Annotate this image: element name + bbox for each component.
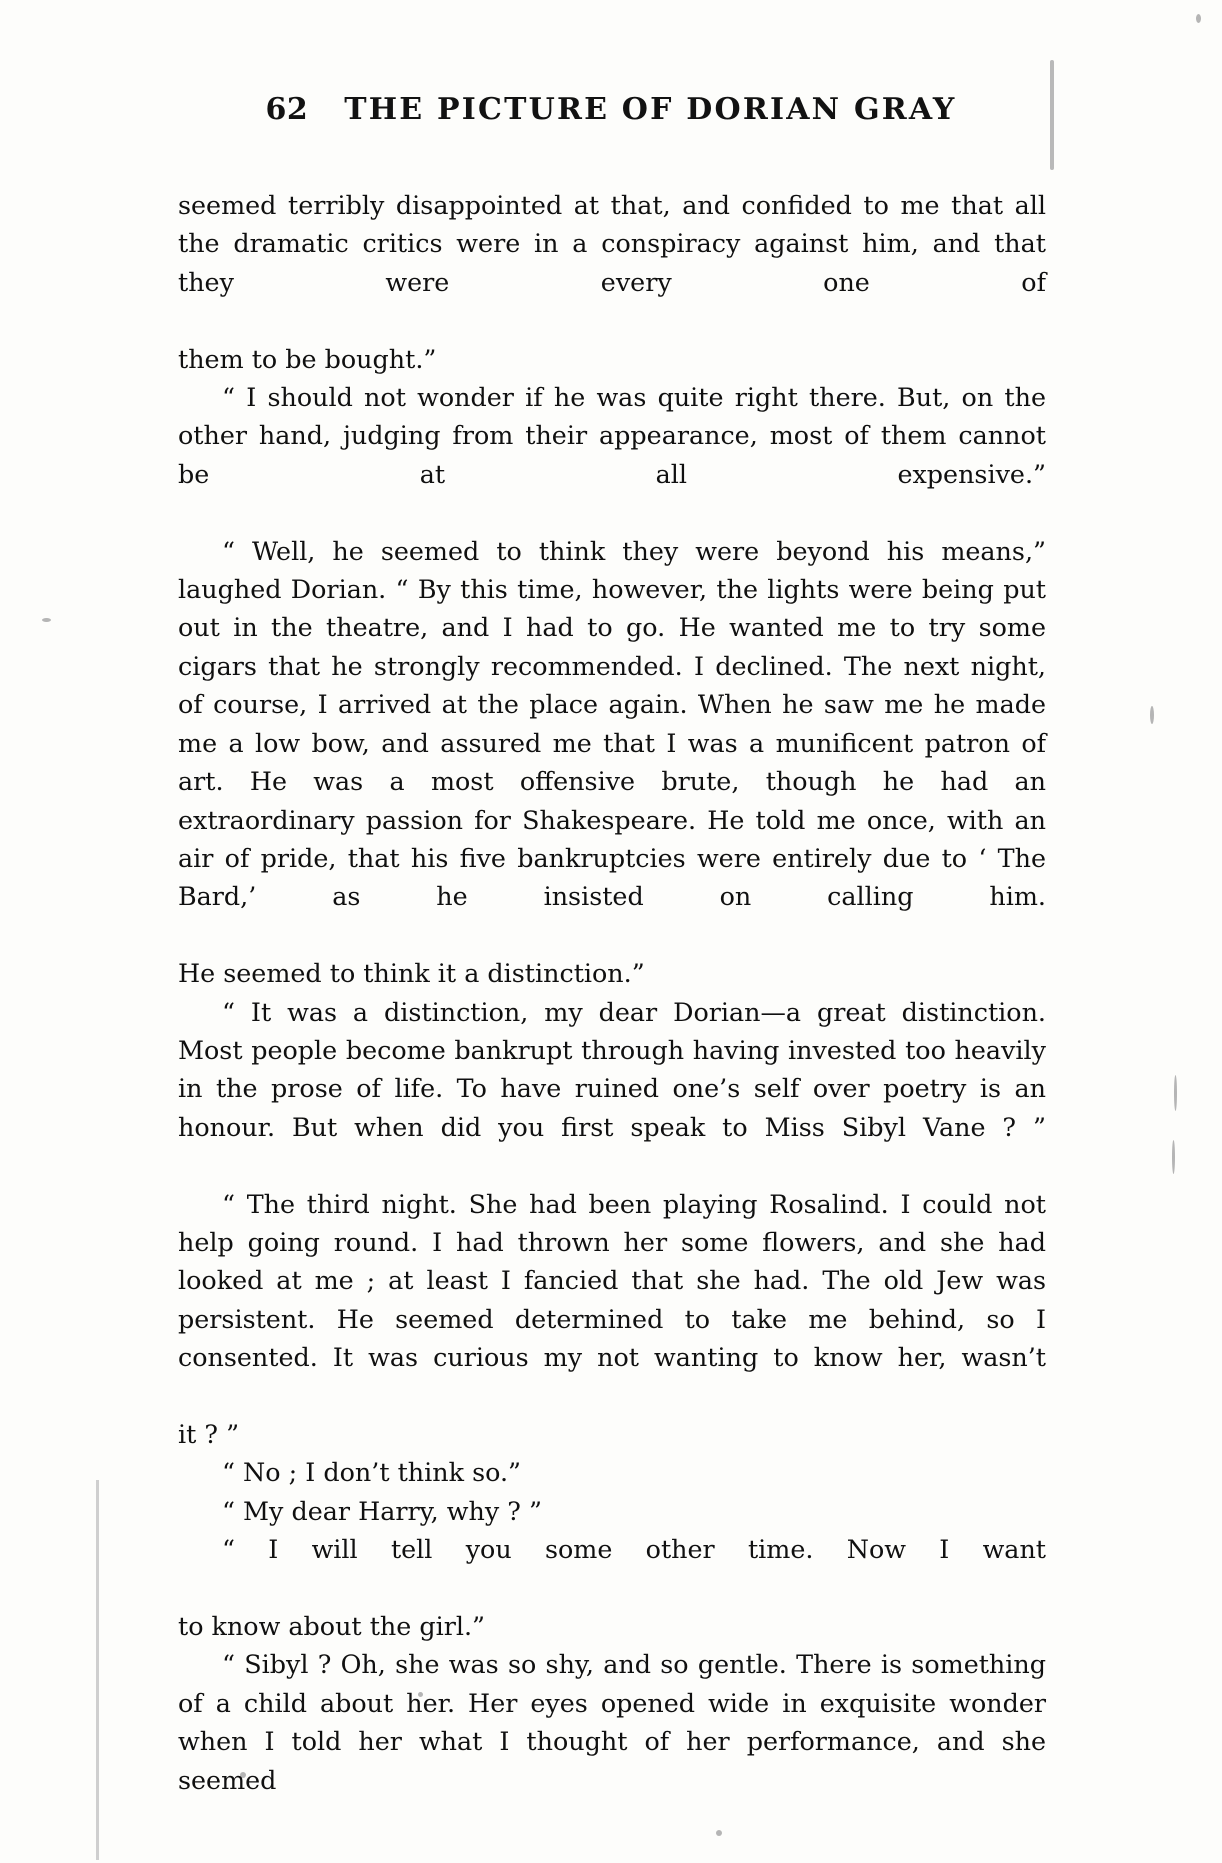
scan-speck (42, 618, 51, 622)
paragraph: “ Sibyl ? Oh, she was so shy, and so gentle. There is something of a child about her. Her eyes opened wide in exquisite wonder when I told her what I thought of her performance, and she seemed (178, 1649, 1046, 1795)
scan-speck (1150, 706, 1154, 724)
paragraph: them to be bought.” (178, 343, 437, 374)
paragraph: “ The third night. She had been playing Rosalind. I could not help going round. I had thrown her some flowers, and she had looked at me ; at least I fancied that she had. The old Jew was persistent. He seemed determined to take me behind, so I consented. It was curious my not wanting to know her, wasn’t (178, 1188, 1046, 1373)
scan-speck (1196, 14, 1201, 23)
scan-speck (1174, 1075, 1177, 1111)
scan-speck (1172, 1140, 1175, 1174)
page-header (0, 92, 1222, 127)
running-title: THE PICTURE OF DORIAN GRAY (344, 92, 957, 127)
paragraph: He seemed to think it a distinction.” (178, 958, 645, 989)
paragraph: to know about the girl.” (178, 1611, 486, 1642)
paragraph: “ Well, he seemed to think they were beyond his means,” laughed Dorian. “ By this time, however, the lights were being put out in the theatre, and I had to go. He wanted me to try some cigars that he strongly recommended. I declined. The next night, of course, I arrived at the place again. When he saw me he made me a low bow, and assured me that I was a munificent patron of art. He was a most offensive brute, though he had an extraordinary passion for Shakespeare. He told me once, with an air of pride, that his five bankruptcies were entirely due to ‘ The Bard,’ as he insisted on calling him. (178, 535, 1046, 912)
paragraph: “ No ; I don’t think so.” (222, 1457, 521, 1488)
paragraph: it ? ” (178, 1419, 240, 1449)
paragraph: seemed terribly disappointed at that, and confided to me that all the dramatic critics were in a conspiracy against him, and that they were every one of (178, 190, 1046, 297)
paragraph: “ I will tell you some other time. Now I want (222, 1534, 1046, 1565)
paragraph: “ I should not wonder if he was quite right there. But, on the other hand, judging from their appearance, most of them cannot be at all expensive.” (178, 382, 1046, 489)
page-body-text (178, 186, 1046, 1837)
paragraph: “ It was a distinction, my dear Dorian—a great distinction. Most people become bankrupt through having invested too heavily in the prose of life. To have ruined one’s self over poetry is an honour. But when did you first speak to Miss Sibyl Vane ? ” (178, 996, 1046, 1142)
page-number: 62 (265, 92, 309, 127)
paragraph: “ My dear Harry, why ? ” (222, 1495, 542, 1526)
page-edge-shadow-left (96, 1480, 99, 1860)
page-header-inner (265, 92, 956, 127)
